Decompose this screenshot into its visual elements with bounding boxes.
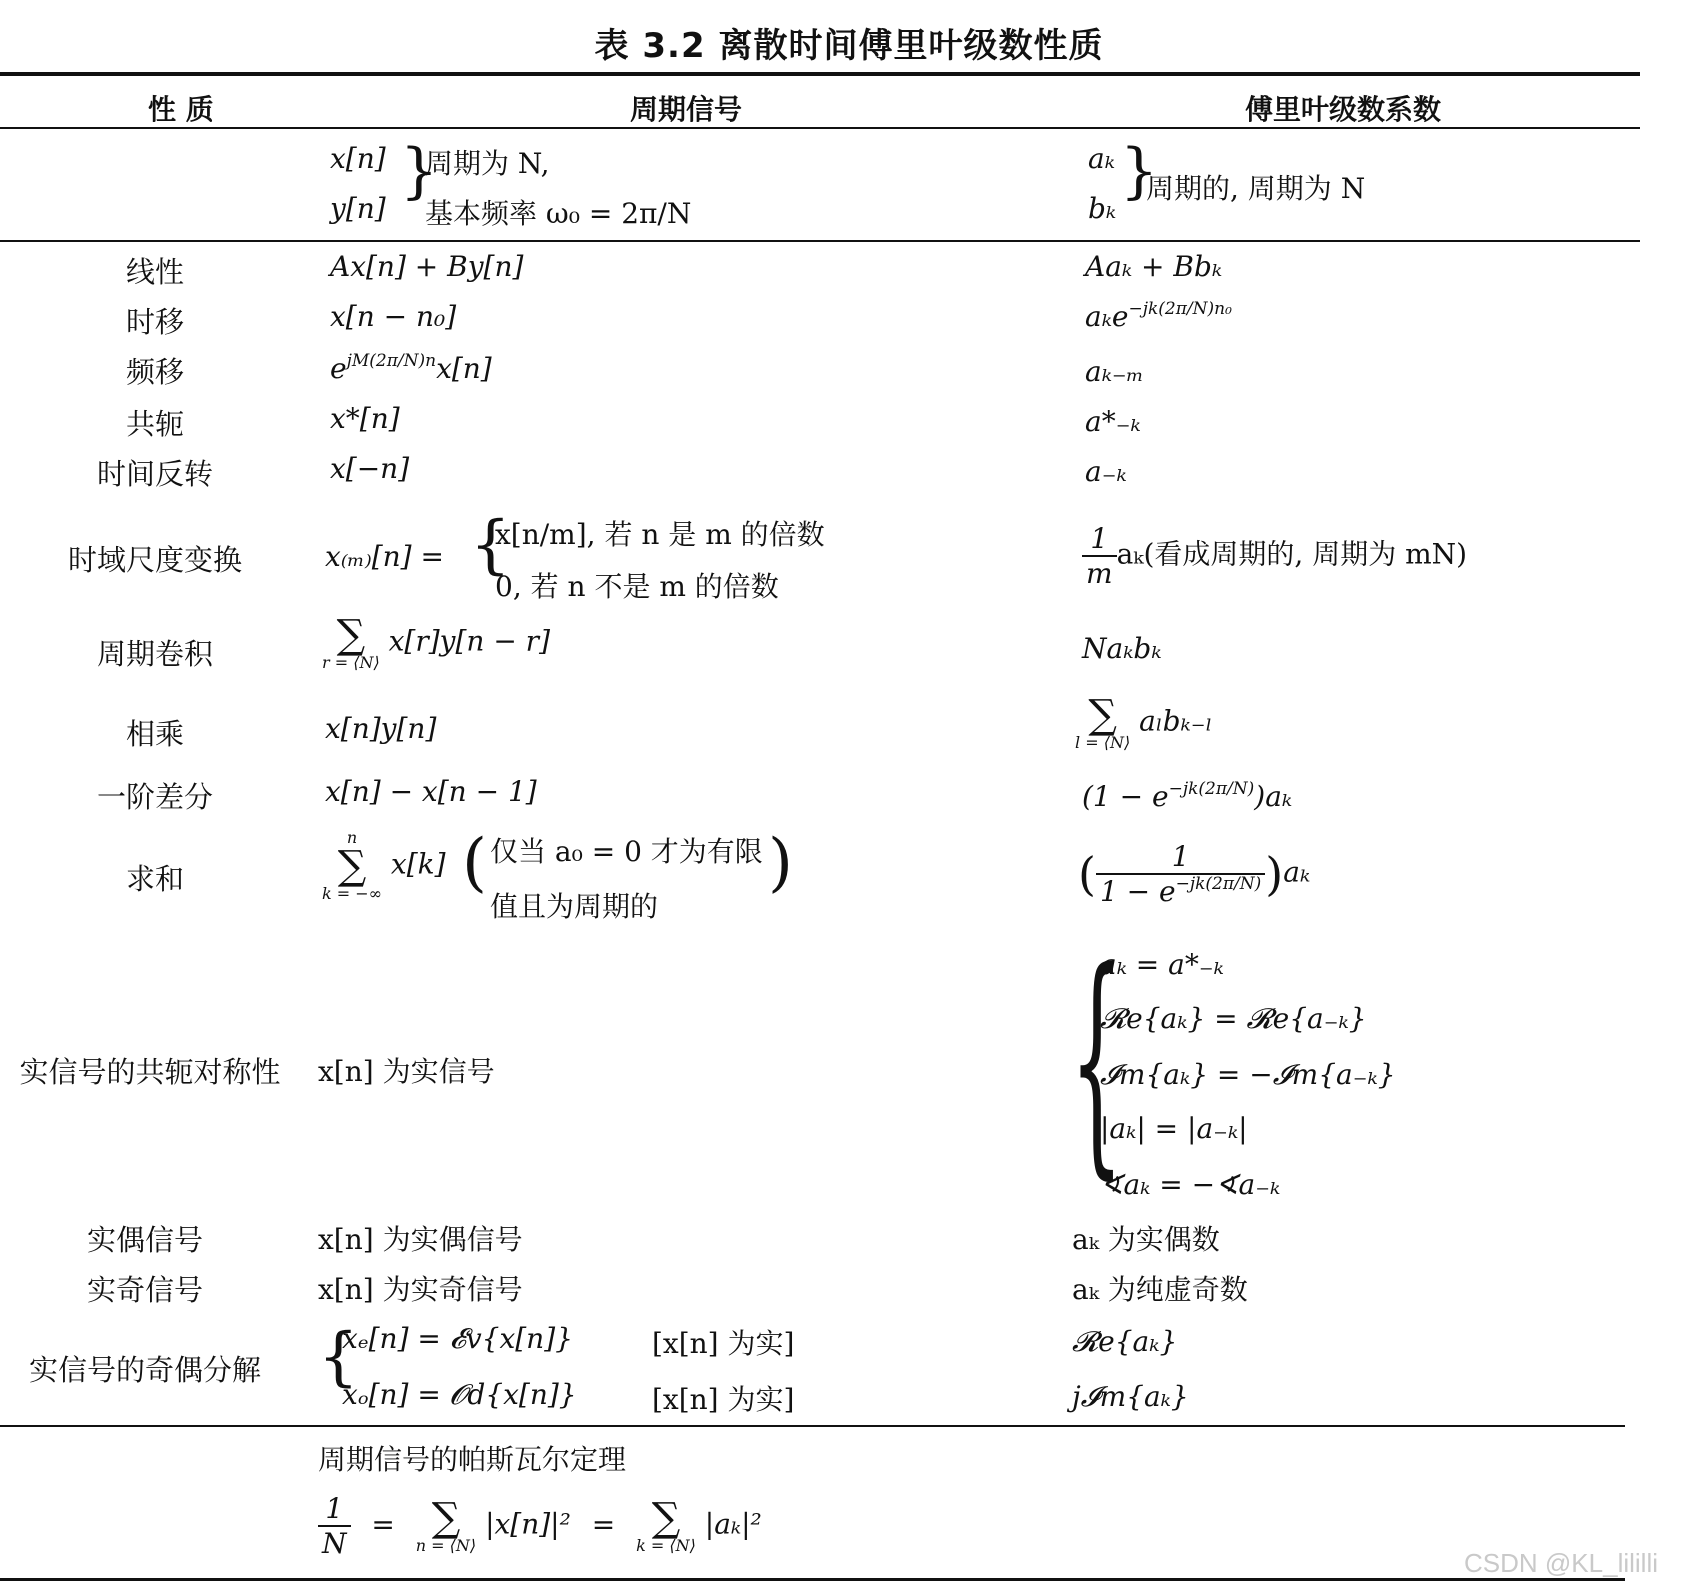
property-linearity: 线性 — [125, 255, 184, 289]
signal-freq-shift: $e^{jM(2\pi/N)n}x[n]$ — [330, 351, 492, 385]
property-first-difference: 一阶差分 — [96, 780, 213, 814]
property-freq-shift: 频移 — [125, 355, 184, 389]
running-sum-open-paren: ( — [462, 826, 487, 900]
header-coef: 傅里叶级数系数 — [1245, 93, 1442, 126]
parseval-title: 周期信号的帕斯瓦尔定理 — [318, 1443, 627, 1476]
signal-conjugation: x*[n] — [330, 402, 400, 435]
coef-symmetry-line-4: |aₖ| = |a₋ₖ| — [1100, 1112, 1248, 1145]
coef-running-sum-fraction: $\frac{1}{1 - e^{-jk(2\pi/N)}}$ — [1096, 840, 1265, 908]
setup-b: bₖ — [1088, 192, 1117, 225]
setup-desc2: 基本频率 ω₀ = 2π/N — [425, 197, 692, 230]
sum-symbol: ∑ n = ⟨N⟩ — [415, 1495, 477, 1555]
property-even-odd-decomposition: 实信号的奇偶分解 — [28, 1353, 261, 1387]
coef-time-shift: aₖe$^{-jk(2\pi/N)n_0}$ — [1085, 299, 1232, 333]
property-conjugate-symmetry: 实信号的共轭对称性 — [19, 1055, 281, 1089]
signal-periodic-convolution: ∑ r = ⟨N⟩ x[r]y[n − r] — [322, 612, 550, 672]
decomposition-brace: { — [318, 1320, 359, 1394]
header-rule — [0, 127, 1640, 129]
watermark-text: CSDN @KL_lililli — [1464, 1548, 1658, 1578]
coef-symmetry-line-2: 𝓡e{aₖ} = 𝓡e{a₋ₖ} — [1100, 1002, 1367, 1035]
setup-brace: } — [400, 136, 439, 206]
setup-y: y[n] — [330, 192, 386, 225]
running-sum-note1: 仅当 a₀ = 0 才为有限 — [490, 835, 763, 868]
sum-symbol: ∑ l = ⟨N⟩ — [1075, 692, 1131, 752]
condition-odd-part: [x[n] 为实] — [652, 1383, 795, 1416]
signal-conjugate-symmetry: x[n] 为实信号 — [318, 1055, 495, 1088]
setup-coef-brace: } — [1120, 136, 1159, 206]
coef-time-scaling-fraction: $\frac{1}{m}$ — [1082, 522, 1117, 590]
signal-time-scaling: x₍ₘ₎[n] = — [325, 540, 444, 573]
setup-a: aₖ — [1088, 142, 1115, 175]
property-time-scaling: 时域尺度变换 — [67, 543, 242, 577]
signal-time-shift: x[n − n₀] — [330, 300, 457, 333]
property-time-shift: 时移 — [125, 305, 184, 339]
coef-symmetry-line-3: 𝓘m{aₖ} = −𝓘m{a₋ₖ} — [1100, 1058, 1396, 1091]
header-property: 性 质 — [148, 93, 214, 126]
time-scaling-case1: x[n/m], 若 n 是 m 的倍数 — [495, 518, 825, 551]
section-rule — [0, 1425, 1625, 1427]
setup-desc1: 周期为 N, — [425, 147, 550, 180]
parseval-fraction: $\frac{1}{N}$ — [318, 1492, 351, 1560]
coef-even-part: 𝓡e{aₖ} — [1072, 1325, 1178, 1358]
condition-even-part: [x[n] 为实] — [652, 1327, 795, 1360]
setup-coef-desc: 周期的, 周期为 N — [1146, 172, 1366, 205]
parseval-formula: $\frac{1}{N}$ = ∑ n = ⟨N⟩ |x[n]|² = ∑ k = ⟨N⟩ |aₖ|² — [318, 1492, 762, 1560]
property-periodic-convolution: 周期卷积 — [96, 637, 213, 671]
sum-symbol: ∑ k = ⟨N⟩ — [636, 1495, 696, 1555]
time-scaling-brace: { — [470, 508, 511, 582]
property-real-odd: 实奇信号 — [86, 1273, 203, 1307]
sum-symbol: ∑ r = ⟨N⟩ — [322, 612, 380, 672]
coef-real-odd: aₖ 为纯虚奇数 — [1072, 1273, 1248, 1306]
coef-time-scaling: $\frac{1}{m}$ aₖ(看成周期的, 周期为 mN) — [1082, 522, 1467, 590]
running-sum-close-paren: ) — [768, 826, 793, 900]
signal-real-even: x[n] 为实偶信号 — [318, 1223, 523, 1256]
time-scaling-case2: 0, 若 n 不是 m 的倍数 — [495, 570, 779, 603]
coef-freq-shift: aₖ₋ₘ — [1085, 355, 1144, 388]
bottom-rule — [0, 1578, 1625, 1581]
property-real-even: 实偶信号 — [86, 1223, 203, 1257]
setup-x: x[n] — [330, 142, 386, 175]
signal-even-part: xₑ[n] = 𝓔v{x[n]} — [342, 1322, 573, 1355]
sum-symbol: n ∑ k = −∞ — [322, 828, 383, 903]
setup-rule — [0, 240, 1640, 242]
coef-running-sum: ( $\frac{1}{1 - e^{-jk(2\pi/N)}}$ )aₖ — [1078, 840, 1311, 908]
coef-conjugation: a*₋ₖ — [1085, 405, 1141, 438]
property-running-sum: 求和 — [125, 862, 184, 896]
signal-linearity: Ax[n] + By[n] — [330, 250, 524, 283]
coef-symmetry-line-1: aₖ = a*₋ₖ — [1100, 948, 1224, 981]
coef-periodic-convolution: Naₖbₖ — [1082, 632, 1162, 665]
coef-first-difference: $(1 - e^{-jk(2\pi/N)})a_k$ — [1082, 779, 1293, 813]
coef-multiplication: ∑ l = ⟨N⟩ aₗbₖ₋ₗ — [1075, 692, 1213, 752]
table-title: 表 3.2 离散时间傅里叶级数性质 — [594, 26, 1104, 66]
property-conjugation: 共轭 — [125, 407, 184, 441]
header-signal: 周期信号 — [630, 93, 743, 126]
signal-multiplication: x[n]y[n] — [325, 712, 437, 745]
property-time-reversal: 时间反转 — [96, 457, 213, 491]
signal-odd-part: xₒ[n] = 𝓞d{x[n]} — [342, 1378, 577, 1411]
coef-linearity: Aaₖ + Bbₖ — [1085, 250, 1223, 283]
signal-first-difference: x[n] − x[n − 1] — [325, 775, 537, 808]
running-sum-note2: 值且为周期的 — [490, 890, 659, 923]
signal-real-odd: x[n] 为实奇信号 — [318, 1273, 523, 1306]
property-multiplication: 相乘 — [125, 717, 184, 751]
coef-time-reversal: a₋ₖ — [1085, 455, 1127, 488]
coef-odd-part: j𝓘m{aₖ} — [1072, 1380, 1189, 1413]
coef-real-even: aₖ 为实偶数 — [1072, 1223, 1220, 1256]
top-rule — [0, 72, 1640, 76]
coef-symmetry-line-5: ∢aₖ = −∢a₋ₖ — [1100, 1168, 1281, 1201]
signal-time-reversal: x[−n] — [330, 452, 410, 485]
conjugate-symmetry-brace: { — [1070, 920, 1124, 1200]
signal-running-sum: n ∑ k = −∞ x[k] — [322, 828, 446, 903]
